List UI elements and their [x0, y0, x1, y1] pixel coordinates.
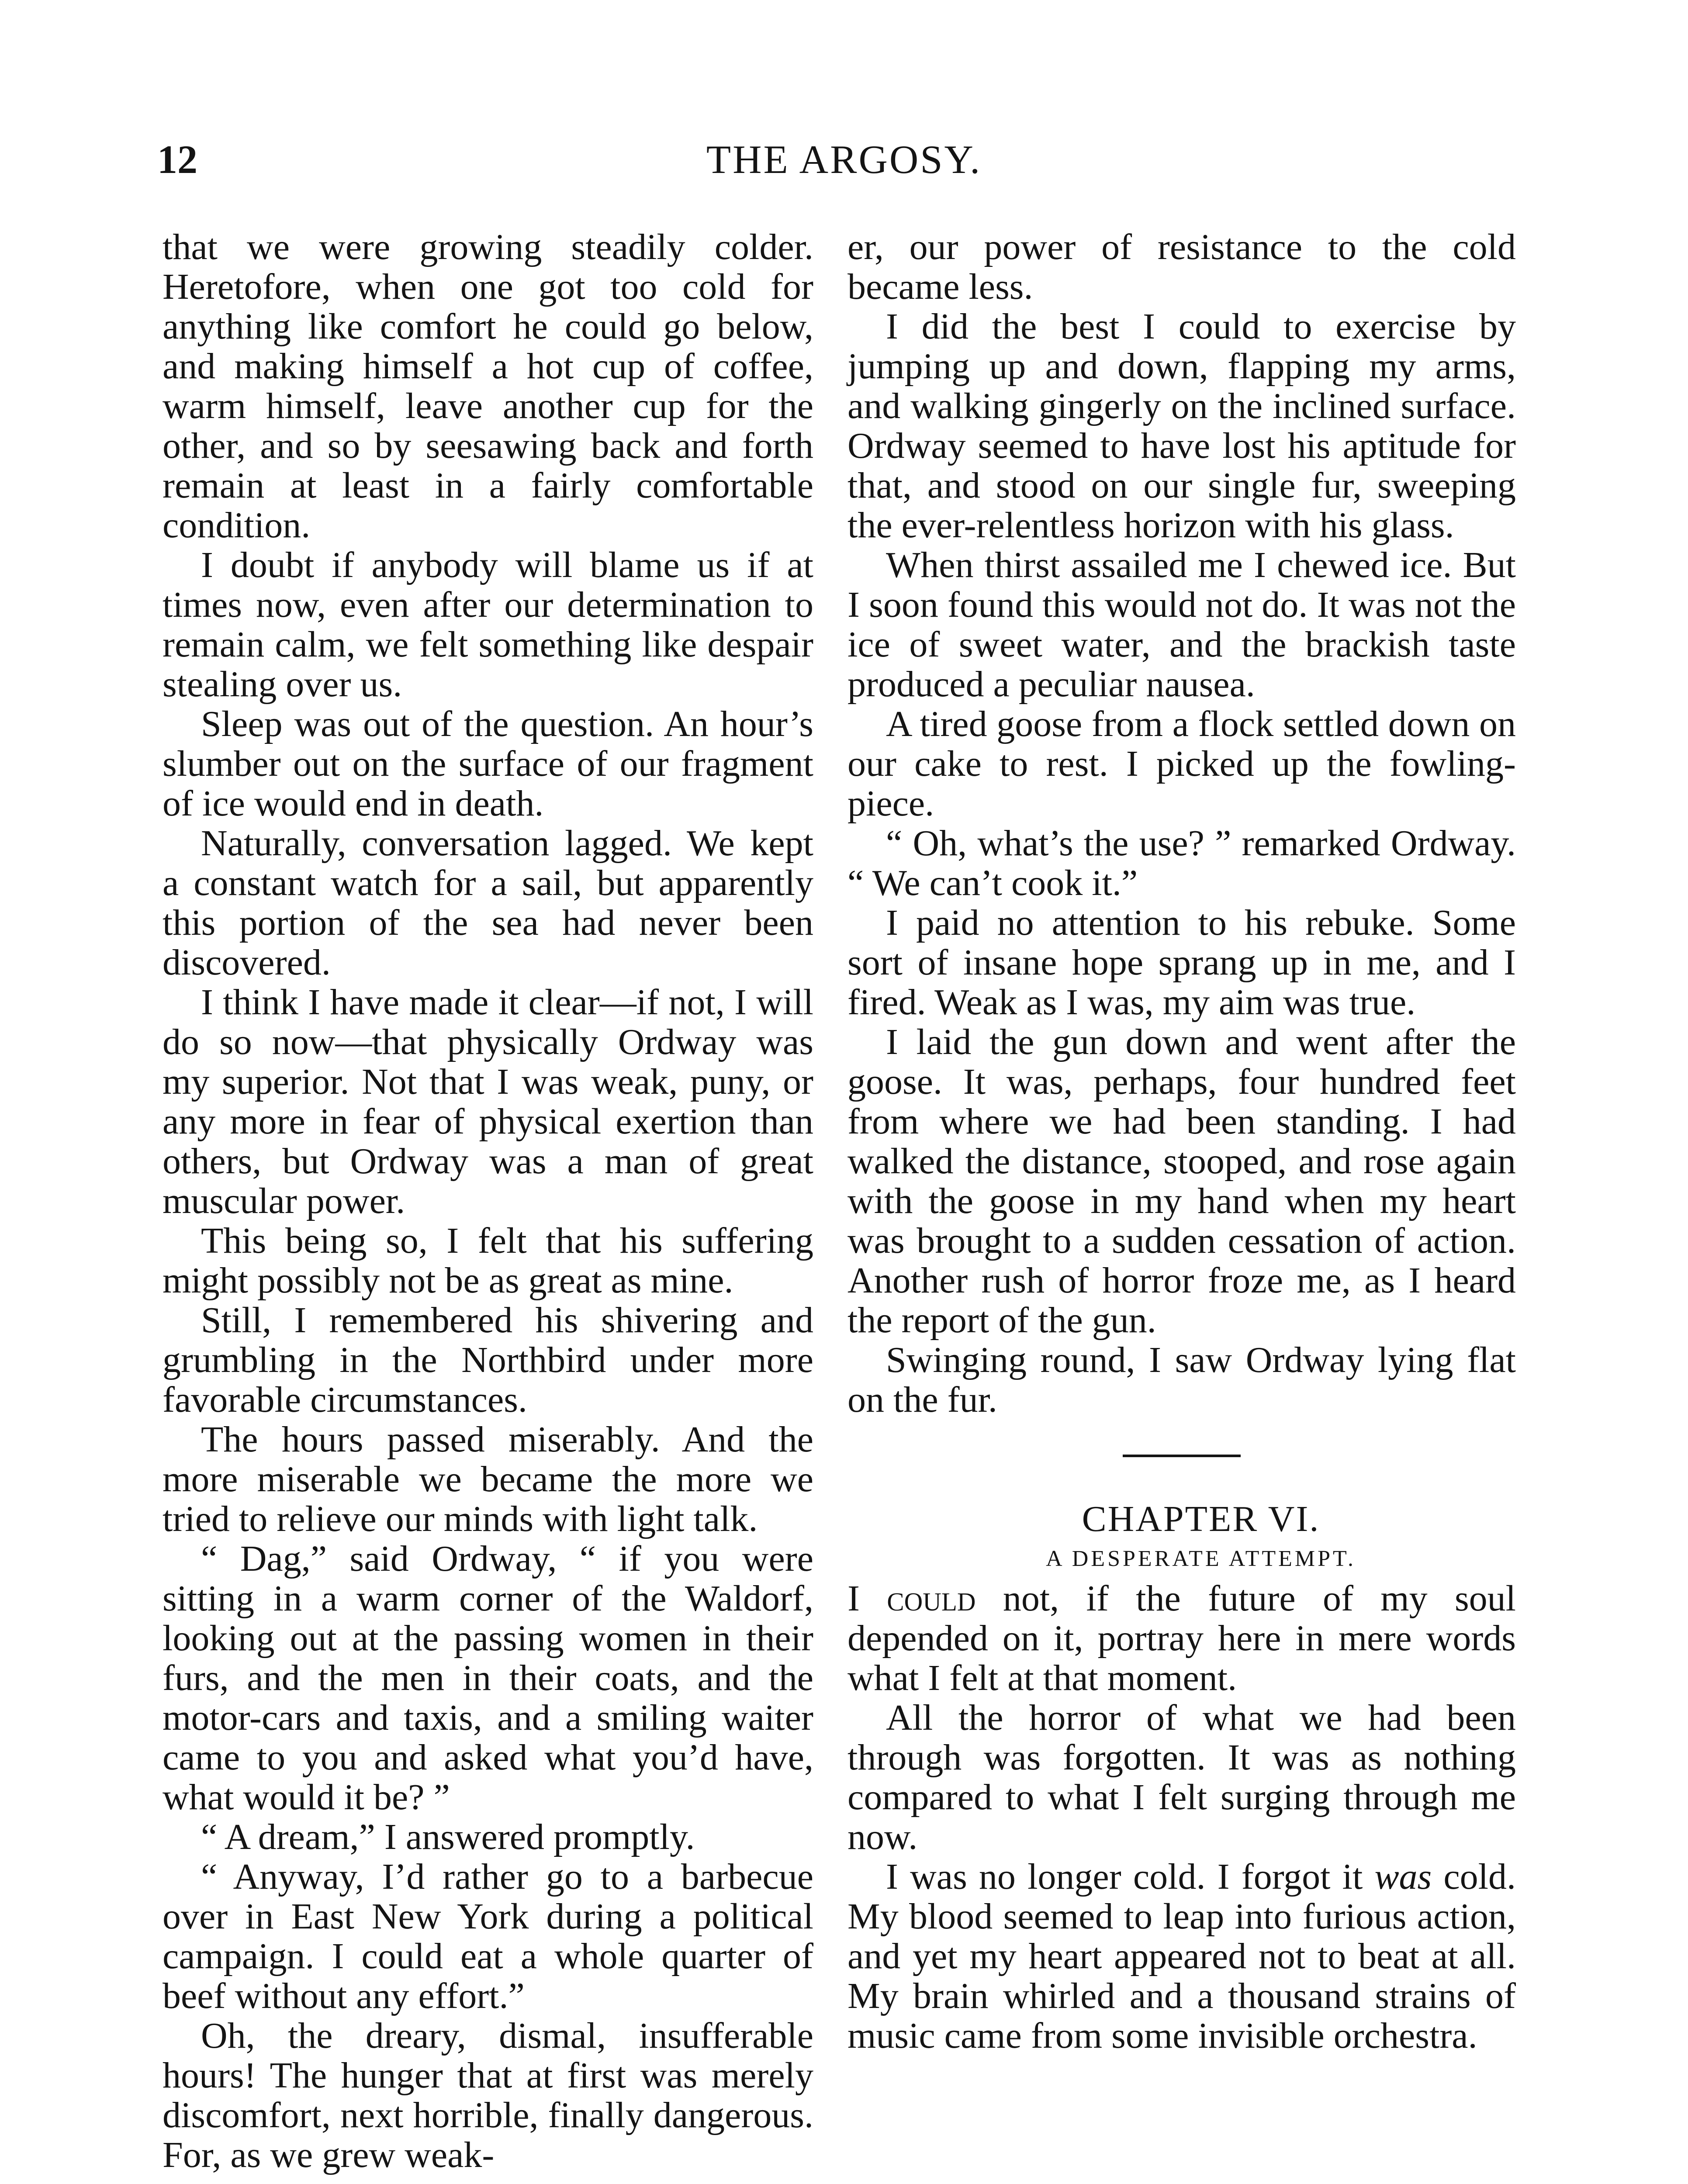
paragraph-text: not, if the future of my soul depended on it, portray here in mere words what I felt at that moment.: [847, 1578, 1516, 1698]
paragraph: er, our power of resistance to the cold became less.: [847, 227, 1516, 307]
chapter-title: CHAPTER VI.: [1082, 1499, 1320, 1539]
paragraph: [847, 1579, 1516, 1698]
paragraph: I did the best I could to exercise by jumping up and down, flapping my arms, and walking gingerly on the inclined surface. Ordway seemed to have lost his aptitude for that, and stood on our single fur, sweeping the ever-relentless horizon with his glass.: [847, 306, 1516, 546]
left-column: [163, 227, 813, 2175]
right-column: [847, 227, 1516, 2056]
paragraph: All the horror of what we had been through was forgotten. It was as nothing compared to what I felt surging through me now.: [847, 1697, 1516, 1857]
paragraph: “ A dream,” I answered promptly.: [201, 1817, 695, 1857]
chapter-opening-words: I could: [847, 1578, 976, 1619]
paragraph: The hours passed miserably. And the more miserable we became the more we tried to relieve our minds with light talk.: [163, 1419, 813, 1539]
paragraph-text: cold. My blood seemed to leap into furious action, and yet my heart appeared not to beat at all. My brain whirled and a thousand strains of music came from some invisible orchestra.: [847, 1856, 1516, 2056]
paragraph: I paid no attention to his rebuke. Some sort of insane hope sprang up in me, and I fired. Weak as I was, my aim was true.: [847, 902, 1516, 1023]
paragraph: Oh, the dreary, dismal, insufferable hours! The hunger that at first was merely discomfort, next horrible, finally dangerous. For, as we grew weak-: [163, 2015, 813, 2175]
paragraph: that we were growing steadily colder. Heretofore, when one got too cold for anything like comfort he could go below, and making himself a hot cup of coffee, warm himself, leave another cup for the other, and so by seesawing back and forth remain at least in a fairly comfortable condition.: [163, 227, 813, 546]
running-title: THE ARGOSY.: [706, 137, 982, 182]
paragraph: This being so, I felt that his suffering might possibly not be as great as mine.: [163, 1220, 813, 1301]
chapter-subtitle: A DESPERATE ATTEMPT.: [1046, 1546, 1356, 1571]
paragraph-text: I was no longer cold. I forgot it: [886, 1856, 1375, 1897]
emphasized-word: was: [1374, 1856, 1432, 1897]
paragraph: I doubt if anybody will blame us if at times now, even after our determination to remain calm, we felt something like despair stealing over us.: [163, 545, 813, 705]
paragraph: Still, I remembered his shivering and grumbling in the Northbird under more favorable circumstances.: [163, 1300, 813, 1420]
paragraph: I think I have made it clear—if not, I will do so now—that physically Ordway was my superior. Not that I was weak, puny, or any more in fear of physical exertion than others, but Ordway was a man of great muscular power.: [163, 982, 813, 1221]
paragraph: “ Dag,” said Ordway, “ if you were sitting in a warm corner of the Waldorf, looking out at the passing women in their furs, and the men in their coats, and the motor-cars and taxis, and a smiling waiter came to you and asked what you’d have, what would it be? ”: [163, 1538, 813, 1818]
paragraph: When thirst assailed me I chewed ice. But I soon found this would not do. It was not the ice of sweet water, and the brackish taste produced a peculiar nausea.: [847, 545, 1516, 705]
section-divider: [1123, 1455, 1241, 1457]
page-number: 12: [157, 137, 197, 182]
paragraph: A tired goose from a flock settled down on our cake to rest. I picked up the fowling-piece.: [847, 704, 1516, 824]
paragraph: Naturally, conversation lagged. We kept a constant watch for a sail, but apparently this portion of the sea had never been discovered.: [163, 823, 813, 983]
paragraph: [847, 1857, 1516, 2056]
paragraph: Sleep was out of the question. An hour’s slumber out on the surface of our fragment of ice would end in death.: [163, 704, 813, 824]
paragraph: “ Anyway, I’d rather go to a barbecue over in East New York during a political campaign. I could eat a whole quarter of beef without any effort.”: [163, 1856, 813, 2016]
paragraph: Swinging round, I saw Ordway lying flat on the fur.: [847, 1340, 1516, 1420]
paragraph: I laid the gun down and went after the goose. It was, perhaps, four hundred feet from where we had been standing. I had walked the distance, stooped, and rose again with the goose in my hand when my heart was brought to a sudden cessation of action. Another rush of horror froze me, as I heard the report of the gun.: [847, 1022, 1516, 1341]
paragraph: “ Oh, what’s the use? ” remarked Ordway. “ We can’t cook it.”: [847, 823, 1516, 903]
